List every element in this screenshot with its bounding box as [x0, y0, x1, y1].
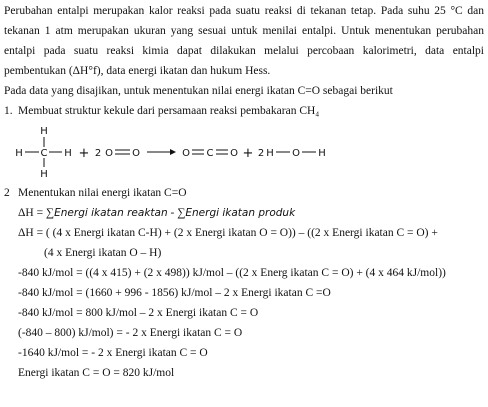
water-h-1: H: [266, 148, 274, 159]
water-h-2: H: [318, 148, 326, 159]
step-1-number: 1.: [4, 105, 13, 117]
formula-separator: - ∑: [167, 207, 186, 219]
methane-h-left: H: [15, 148, 23, 159]
reaction-diagram: [0, 122, 488, 184]
formula-reactant: Energi ikatan reaktan: [54, 207, 168, 219]
co2-o-left: O: [182, 148, 190, 159]
calc-line-2: -840 kJ/mol = (1660 + 996 - 1856) kJ/mol – 2 x Energi ikatan C =O: [18, 287, 331, 299]
formula-prefix: ΔH = ∑: [18, 207, 55, 219]
water-o: O: [292, 148, 300, 159]
step-1-text: Membuat struktur kekule dari persamaan reaksi pembakaran CH₄: [18, 105, 320, 117]
co2-c: C: [206, 148, 214, 159]
intro-line-2: tekanan 1 atm merupakan ukuran yang sesuai untuk menilai entalpi. Untuk menentukan perubahan: [4, 25, 484, 37]
methane-h-right: H: [64, 148, 72, 159]
calc-line-1: -840 kJ/mol = ((4 x 415) + (2 x 498)) kJ/mol – ((2 x Energ ikatan C = O) + (4 x 464 kJ/mol)): [18, 267, 446, 279]
final-answer: Energi ikatan C = O = 820 kJ/mol: [18, 367, 175, 379]
coefficient-o2: 2: [94, 148, 102, 159]
intro-line-1: Perubahan entalpi merupakan kalor reaksi pada suatu reaksi di tekanan tetap. Pada suhu 25 °C dan: [4, 5, 484, 17]
substitution-line-1: ΔH = ( (4 x Energi ikatan C-H) + (2 x Energi ikatan O = O)) – ((2 x Energi ikatan C = O) +: [18, 227, 438, 239]
intro-line-4: pembentukan (ΔH°f), data energi ikatan dan hukum Hess.: [4, 65, 271, 77]
formula-product: Energi ikatan produk: [185, 207, 296, 219]
calc-line-4: (-840 – 800) kJ/mol) = - 2 x Energi ikatan C = O: [18, 327, 243, 339]
o2-atom-a: O: [105, 148, 113, 159]
coefficient-h2o: 2: [257, 148, 265, 159]
step-2-number: 2: [4, 187, 10, 199]
methane-h-bottom: H: [40, 169, 48, 180]
methane-c: C: [40, 148, 48, 159]
plus-sign-1: +: [78, 146, 90, 161]
calc-line-5: -1640 kJ/mol = - 2 x Energi ikatan C = O: [18, 347, 208, 359]
methane-h-top: H: [40, 126, 48, 137]
intro-line-5: Pada data yang disajikan, untuk menentukan nilai energi ikatan C=O sebagai berikut: [4, 85, 393, 97]
o2-atom-b: O: [132, 148, 140, 159]
calc-line-3: -840 kJ/mol = 800 kJ/mol – 2 x Energi ikatan C = O: [18, 307, 259, 319]
co2-o-right: O: [230, 148, 238, 159]
step-2-text: Menentukan nilai energi ikatan C=O: [18, 187, 187, 199]
plus-sign-2: +: [242, 146, 254, 161]
formula-sum: [18, 206, 295, 220]
reaction-arrow-head: [170, 149, 176, 155]
substitution-line-2: (4 x Energi ikatan O – H): [44, 247, 162, 259]
intro-line-3: entalpi pada suatu reaksi kimia dapat dilakukan melalui percobaan kalorimetri, data entalpi: [4, 45, 484, 57]
